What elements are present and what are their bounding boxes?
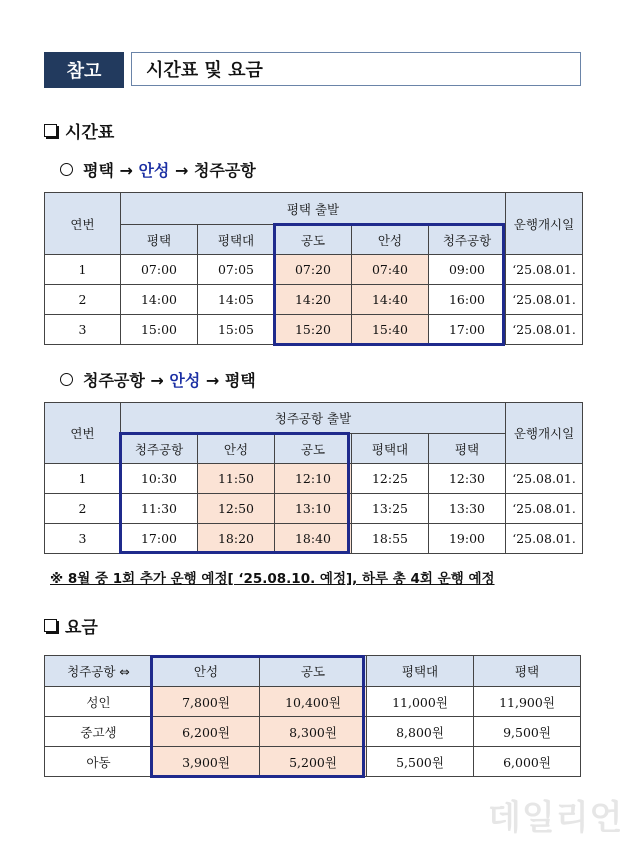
col-header-group: 청주공항 출발	[121, 403, 506, 434]
fare-corner-header: 청주공항 ⇔	[45, 656, 153, 687]
col-header-stop: 평택	[429, 434, 506, 464]
fare-cell: 5,500원	[367, 747, 474, 777]
row-no: 2	[45, 285, 121, 315]
time-cell: 18:40	[275, 524, 352, 554]
time-cell: 07:05	[198, 255, 275, 285]
fare-cell: 8,800원	[367, 717, 474, 747]
route2-highlight: 안성	[169, 371, 201, 390]
start-date-cell: ‘25.08.01.	[506, 494, 583, 524]
square-bullet-icon	[44, 619, 57, 632]
route1-suffix: → 청주공항	[169, 161, 256, 180]
route1-prefix: 평택 →	[83, 161, 139, 180]
reference-tag: 참고	[44, 52, 124, 88]
start-date-cell: ‘25.08.01.	[506, 464, 583, 494]
col-header-group: 평택 출발	[121, 193, 506, 225]
table-row	[45, 494, 583, 524]
time-cell: 12:10	[275, 464, 352, 494]
time-cell: 16:00	[429, 285, 506, 315]
circle-bullet-icon	[60, 373, 73, 386]
row-no: 1	[45, 255, 121, 285]
time-cell: 07:40	[352, 255, 429, 285]
table-row	[45, 255, 583, 285]
time-cell: 15:20	[275, 315, 352, 345]
time-cell: 18:55	[352, 524, 429, 554]
fare-cell: 8,300원	[260, 717, 367, 747]
row-no: 1	[45, 464, 121, 494]
start-date-cell: ‘25.08.01.	[506, 315, 583, 345]
time-cell: 14:00	[121, 285, 198, 315]
route2-prefix: 청주공항 →	[83, 371, 170, 390]
table-row	[45, 747, 581, 777]
fare-cell: 7,800원	[153, 687, 260, 717]
start-date-cell: ‘25.08.01.	[506, 285, 583, 315]
table-row	[45, 687, 581, 717]
time-cell: 12:30	[429, 464, 506, 494]
square-bullet-icon	[44, 124, 57, 137]
time-cell: 13:25	[352, 494, 429, 524]
table-row	[45, 285, 583, 315]
time-cell: 07:00	[121, 255, 198, 285]
time-cell: 13:10	[275, 494, 352, 524]
route1-heading	[60, 158, 256, 181]
col-header-start-date: 운행개시일	[506, 403, 583, 464]
time-cell: 10:30	[121, 464, 198, 494]
fare-cell: 3,900원	[153, 747, 260, 777]
time-cell: 17:00	[429, 315, 506, 345]
table-row	[45, 315, 583, 345]
passenger-type: 아동	[45, 747, 153, 777]
fare-cell: 10,400원	[260, 687, 367, 717]
table-row	[45, 524, 583, 554]
section-timetable-heading	[44, 118, 114, 143]
route2-suffix: → 평택	[200, 371, 256, 390]
section-timetable-title: 시간표	[65, 123, 115, 143]
circle-bullet-icon	[60, 163, 73, 176]
watermark-logo: 데일리언	[488, 798, 624, 838]
time-cell: 17:00	[121, 524, 198, 554]
timetable-pyeongtaek-departure	[44, 192, 583, 345]
col-header-stop: 청주공항	[121, 434, 198, 464]
time-cell: 19:00	[429, 524, 506, 554]
route1-highlight: 안성	[138, 161, 170, 180]
schedule-note: ※ 8월 중 1회 추가 운행 예정[ ‘25.08.10. 예정], 하루 총 4회 운행 예정	[50, 571, 495, 587]
col-header-no: 연번	[45, 193, 121, 255]
start-date-cell: ‘25.08.01.	[506, 524, 583, 554]
time-cell: 18:20	[198, 524, 275, 554]
section-fare-title: 요금	[65, 618, 98, 638]
timetable-cheongju-departure	[44, 402, 583, 554]
time-cell: 14:20	[275, 285, 352, 315]
fare-col-header: 평택	[474, 656, 581, 687]
fare-cell: 5,200원	[260, 747, 367, 777]
fare-cell: 6,000원	[474, 747, 581, 777]
passenger-type: 중고생	[45, 717, 153, 747]
col-header-stop: 안성	[352, 225, 429, 255]
route2-heading	[60, 368, 256, 391]
fare-col-header: 안성	[153, 656, 260, 687]
fare-table	[44, 655, 581, 777]
fare-cell: 11,900원	[474, 687, 581, 717]
row-no: 3	[45, 315, 121, 345]
table-row	[45, 717, 581, 747]
start-date-cell: ‘25.08.01.	[506, 255, 583, 285]
col-header-stop: 공도	[275, 225, 352, 255]
time-cell: 09:00	[429, 255, 506, 285]
time-cell: 12:50	[198, 494, 275, 524]
time-cell: 14:05	[198, 285, 275, 315]
col-header-no: 연번	[45, 403, 121, 464]
table-row	[45, 464, 583, 494]
time-cell: 11:50	[198, 464, 275, 494]
row-no: 2	[45, 494, 121, 524]
time-cell: 15:05	[198, 315, 275, 345]
col-header-stop: 청주공항	[429, 225, 506, 255]
section-fare-heading	[44, 613, 98, 638]
col-header-start-date: 운행개시일	[506, 193, 583, 255]
page-title-text: 시간표 및 요금	[146, 60, 263, 81]
fare-cell: 11,000원	[367, 687, 474, 717]
time-cell: 13:30	[429, 494, 506, 524]
col-header-stop: 공도	[275, 434, 352, 464]
time-cell: 12:25	[352, 464, 429, 494]
fare-cell: 6,200원	[153, 717, 260, 747]
fare-col-header: 평택대	[367, 656, 474, 687]
col-header-stop: 안성	[198, 434, 275, 464]
row-no: 3	[45, 524, 121, 554]
time-cell: 15:00	[121, 315, 198, 345]
time-cell: 15:40	[352, 315, 429, 345]
fare-cell: 9,500원	[474, 717, 581, 747]
time-cell: 11:30	[121, 494, 198, 524]
time-cell: 07:20	[275, 255, 352, 285]
col-header-stop: 평택대	[352, 434, 429, 464]
fare-col-header: 공도	[260, 656, 367, 687]
col-header-stop: 평택대	[198, 225, 275, 255]
time-cell: 14:40	[352, 285, 429, 315]
col-header-stop: 평택	[121, 225, 198, 255]
passenger-type: 성인	[45, 687, 153, 717]
page-title	[131, 52, 581, 86]
